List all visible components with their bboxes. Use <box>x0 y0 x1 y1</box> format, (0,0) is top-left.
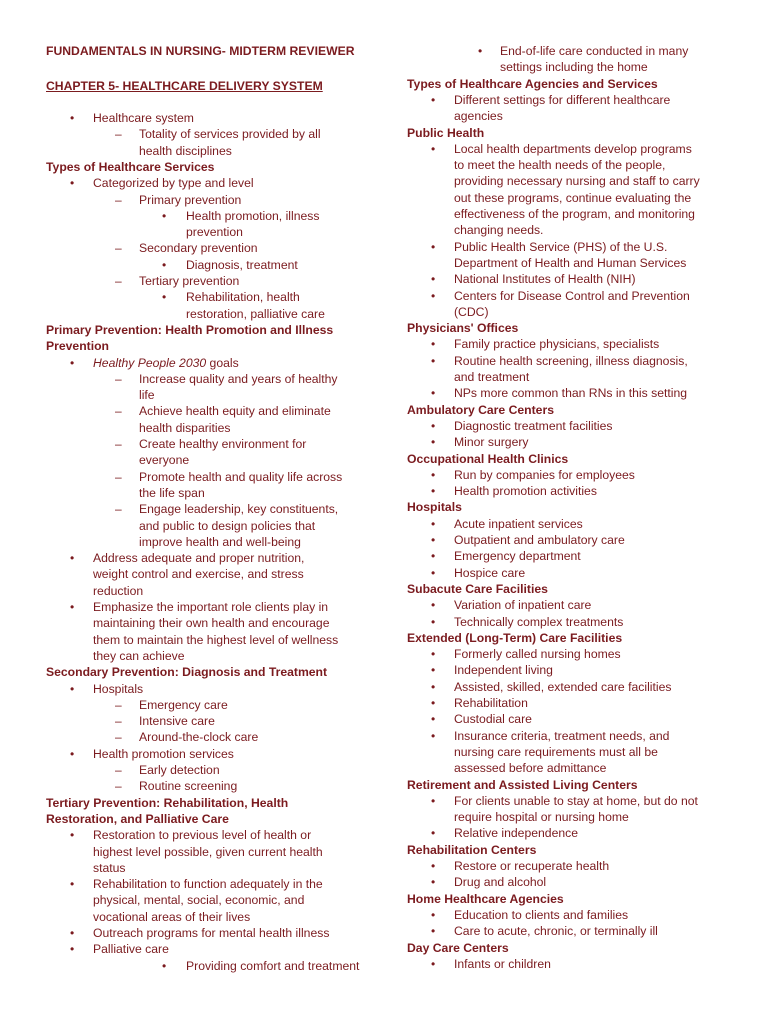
list-item-text <box>454 369 529 385</box>
line-text-suffix: goals <box>206 355 239 370</box>
line-text: End-of-life care conducted in many <box>500 44 689 58</box>
list-item-text <box>454 760 606 776</box>
list-item-text <box>454 874 546 890</box>
section-heading <box>407 842 536 858</box>
line-text: Education to clients and families <box>454 907 629 922</box>
bullet-icon: • <box>162 208 167 223</box>
list-item-text <box>186 257 298 273</box>
bullet-icon: • <box>431 793 436 808</box>
section-heading <box>46 322 333 338</box>
bullet-icon: • <box>478 44 483 58</box>
bullet-icon: • <box>431 956 436 971</box>
line-text: Prevention <box>46 339 109 354</box>
line-text: physical, mental, social, economic, and <box>93 893 305 908</box>
list-item-text <box>139 729 258 745</box>
bullet-icon: • <box>70 926 75 940</box>
line-text: Types of Healthcare Services <box>46 159 215 174</box>
bullet-icon: • <box>162 257 167 272</box>
list-item-text <box>454 255 686 271</box>
list-item-text <box>93 909 250 925</box>
list-item-text <box>139 485 205 501</box>
list-item-text <box>454 467 635 483</box>
line-text: Rehabilitation <box>454 696 528 710</box>
line-text: NPs more common than RNs in this setting <box>454 386 688 401</box>
bullet-icon: • <box>431 272 436 287</box>
line-text: Diagnosis, treatment <box>186 257 298 272</box>
line-text: require hospital or nursing home <box>454 810 629 825</box>
list-item-text <box>454 336 659 352</box>
list-item-text <box>139 240 258 256</box>
section-heading <box>46 338 109 354</box>
section-heading <box>407 777 638 793</box>
list-item-text <box>454 532 625 548</box>
section-heading <box>46 159 214 175</box>
list-item-text <box>454 695 528 711</box>
line-text: Restore or recuperate health <box>454 859 610 873</box>
list-item-text <box>186 289 300 305</box>
list-item-text <box>500 59 648 75</box>
line-text: Different settings for different healthcare <box>454 92 671 107</box>
section-heading <box>46 664 327 680</box>
line-text: Minor surgery <box>454 435 529 450</box>
line-text: Hospitals <box>93 681 144 696</box>
line-text: Home Healthcare Agencies <box>407 891 564 906</box>
dash-icon: – <box>115 779 122 794</box>
line-text: Around-the-clock care <box>139 730 259 745</box>
list-item-text <box>454 222 543 238</box>
line-text: Technically complex treatments <box>454 614 624 629</box>
line-text: providing necessary nursing and staff to carry <box>454 174 700 189</box>
bullet-icon: • <box>431 859 436 873</box>
line-text: prevention <box>186 225 243 240</box>
line-text: Address adequate and proper nutrition, <box>93 551 305 566</box>
line-text: vocational areas of their lives <box>93 909 251 924</box>
bullet-icon: • <box>431 907 436 922</box>
line-text: effectiveness of the program, and monitoring <box>454 207 695 221</box>
bullet-icon: • <box>431 337 436 352</box>
line-text: Custodial care <box>454 712 532 727</box>
line-text: Restoration to previous level of health or <box>93 828 312 843</box>
dash-icon: – <box>115 437 122 451</box>
bullet-icon: • <box>431 533 436 547</box>
line-text: and treatment <box>454 370 530 384</box>
bullet-icon: • <box>70 111 75 125</box>
bullet-icon: • <box>70 355 75 370</box>
list-item-text <box>93 860 126 876</box>
list-item-text <box>454 483 597 499</box>
line-text: Formerly called nursing homes <box>454 647 621 662</box>
bullet-icon: • <box>431 679 436 694</box>
line-text: Physicians' Offices <box>407 321 519 336</box>
line-text: Secondary Prevention: Diagnosis and Treatment <box>46 665 328 680</box>
list-item-text <box>454 907 628 923</box>
section-heading <box>407 891 564 907</box>
list-item-text <box>93 648 184 664</box>
bullet-icon: • <box>70 600 75 614</box>
line-text: and public to design policies that <box>139 518 316 533</box>
list-item-text <box>454 744 658 760</box>
line-text: Routine health screening, illness diagnosis, <box>454 353 688 368</box>
line-text: Hospice care <box>454 565 526 580</box>
line-text: life <box>139 388 155 403</box>
line-text: National Institutes of Health (NIH) <box>454 272 636 287</box>
line-text: Assisted, skilled, extended care facilities <box>454 679 672 694</box>
list-item-text <box>454 662 553 678</box>
line-text: Primary prevention <box>139 192 242 207</box>
list-item-text <box>139 143 232 159</box>
dash-icon: – <box>115 127 122 142</box>
bullet-icon: • <box>70 176 75 191</box>
list-item-text <box>454 597 591 613</box>
list-item-text <box>454 173 700 189</box>
list-item-text <box>454 565 525 581</box>
list-item-text <box>454 304 489 320</box>
line-text: Family practice physicians, specialists <box>454 337 660 352</box>
bullet-icon: • <box>431 696 436 710</box>
line-text: Providing comfort and treatment <box>186 958 360 973</box>
line-text: Healthy People 2030 <box>93 355 207 370</box>
list-item-text <box>139 697 228 713</box>
list-item-text <box>139 778 237 794</box>
bullet-icon: • <box>431 353 436 368</box>
list-item-text <box>139 452 189 468</box>
bullet-icon: • <box>70 942 75 957</box>
line-text: Health promotion activities <box>454 484 597 499</box>
line-text: maintaining their own health and encourage <box>93 616 330 631</box>
list-item-text <box>93 550 304 566</box>
section-heading <box>407 499 462 515</box>
line-text: Emphasize the important role clients play in <box>93 600 329 614</box>
line-text: Care to acute, chronic, or terminally ill <box>454 924 658 939</box>
line-text: Emergency department <box>454 549 581 564</box>
line-text: changing needs. <box>454 223 544 238</box>
list-item-text <box>139 762 220 778</box>
list-item-text <box>454 679 671 695</box>
line-text: Palliative care <box>93 942 169 957</box>
line-text: Totality of services provided by all <box>139 127 321 142</box>
line-text: Run by companies for employees <box>454 467 635 482</box>
section-heading <box>407 630 622 646</box>
line-text: Rehabilitation to function adequately in the <box>93 877 323 892</box>
line-text: Extended (Long-Term) Care Facilities <box>407 630 623 645</box>
line-text: improve health and well-being <box>139 534 301 549</box>
list-item-text <box>93 892 304 908</box>
bullet-icon: • <box>431 484 436 499</box>
list-item-text <box>454 516 583 532</box>
list-item-text <box>93 355 239 371</box>
list-item-text <box>454 858 609 874</box>
line-text: Infants or children <box>454 956 551 971</box>
section-heading <box>407 76 658 92</box>
line-text: Public Health <box>407 125 485 140</box>
list-item-text <box>186 224 243 240</box>
list-item-text <box>139 126 321 142</box>
list-item-text <box>93 175 254 191</box>
list-item-text <box>139 518 315 534</box>
line-text: For clients unable to stay at home, but do not <box>454 793 698 808</box>
list-item-text <box>139 273 239 289</box>
list-item-text <box>454 353 688 369</box>
line-text: Emergency care <box>139 697 228 712</box>
dash-icon: – <box>115 763 122 777</box>
line-text: agencies <box>454 109 503 124</box>
bullet-icon: • <box>431 549 436 564</box>
list-item-text <box>93 844 323 860</box>
list-item-text <box>454 108 503 124</box>
line-text: Retirement and Assisted Living Centers <box>407 777 638 792</box>
list-item-text <box>454 923 658 939</box>
list-item-text <box>454 92 670 108</box>
list-item-text <box>454 434 529 450</box>
bullet-icon: • <box>70 828 75 843</box>
list-item-text <box>454 288 690 304</box>
list-item-text <box>139 371 338 387</box>
section-heading <box>407 320 518 336</box>
line-text: Engage leadership, key constituents, <box>139 502 339 517</box>
line-text: Intensive care <box>139 714 215 729</box>
bullet-icon: • <box>431 516 436 531</box>
line-text: restoration, palliative care <box>186 306 325 321</box>
bullet-icon: • <box>431 663 436 678</box>
section-heading <box>407 451 568 467</box>
line-text: health disciplines <box>139 143 232 158</box>
bullet-icon: • <box>431 418 436 433</box>
line-text: Insurance criteria, treatment needs, and <box>454 728 670 743</box>
list-item-text <box>93 110 194 126</box>
section-heading <box>407 581 548 597</box>
list-item-text <box>139 713 215 729</box>
line-text: Outreach programs for mental health illness <box>93 926 330 940</box>
list-item-text <box>454 548 581 564</box>
list-item-text <box>93 925 329 941</box>
list-item-text <box>139 469 342 485</box>
list-item-text <box>454 157 665 173</box>
bullet-icon: • <box>70 877 75 892</box>
line-text: Healthcare system <box>93 111 194 125</box>
bullet-icon: • <box>70 681 75 696</box>
bullet-icon: • <box>431 614 436 629</box>
bullet-icon: • <box>431 239 436 254</box>
list-item-text <box>454 728 669 744</box>
list-item-text <box>454 809 629 825</box>
list-item-text <box>139 387 155 403</box>
line-text: Occupational Health Clinics <box>407 451 569 466</box>
list-item-text <box>139 192 241 208</box>
list-item-text <box>454 825 578 841</box>
list-item-text <box>454 206 695 222</box>
line-text: Routine screening <box>139 779 238 794</box>
list-item-text <box>139 420 230 436</box>
dash-icon: – <box>115 502 122 517</box>
bullet-icon: • <box>431 924 436 939</box>
bullet-icon: • <box>431 565 436 580</box>
line-text: settings including the home <box>500 60 648 75</box>
line-text: Rehabilitation, health <box>186 290 300 305</box>
line-text: Restoration, and Palliative Care <box>46 811 229 826</box>
list-item-text <box>454 418 613 434</box>
bullet-icon: • <box>431 826 436 841</box>
list-item-text <box>93 681 143 697</box>
section-heading <box>407 125 484 141</box>
list-item-text <box>454 711 532 727</box>
list-item-text <box>93 746 234 762</box>
dash-icon: – <box>115 730 122 745</box>
line-text: them to maintain the highest level of wellness <box>93 632 339 647</box>
section-heading <box>46 811 229 827</box>
line-text: Variation of inpatient care <box>454 598 592 613</box>
list-item-text <box>139 403 331 419</box>
line-text: Department of Health and Human Services <box>454 255 687 270</box>
line-text: Promote health and quality life across <box>139 469 343 484</box>
dash-icon: – <box>115 371 122 386</box>
line-text: the life span <box>139 485 205 500</box>
list-item-text <box>139 436 306 452</box>
dash-icon: – <box>115 697 122 712</box>
line-text: highest level possible, given current health <box>93 844 323 859</box>
dash-icon: – <box>115 714 122 729</box>
line-text: Rehabilitation Centers <box>407 842 537 857</box>
bullet-icon: • <box>431 386 436 401</box>
list-item-text <box>186 208 319 224</box>
list-item-text <box>93 876 323 892</box>
list-item-text <box>93 632 338 648</box>
section-heading <box>46 795 288 811</box>
line-text: Increase quality and years of healthy <box>139 371 338 386</box>
line-text: Local health departments develop programs <box>454 141 692 156</box>
list-item-text <box>454 646 621 662</box>
list-item-text <box>139 501 338 517</box>
line-text: Types of Healthcare Agencies and Services <box>407 76 658 91</box>
list-item-text <box>454 385 687 401</box>
dash-icon: – <box>115 241 122 256</box>
line-text: status <box>93 860 126 875</box>
bullet-icon: • <box>431 288 436 303</box>
list-item-text <box>454 271 636 287</box>
bullet-icon: • <box>431 598 436 613</box>
bullet-icon: • <box>162 290 167 305</box>
line-text: Diagnostic treatment facilities <box>454 418 613 433</box>
list-item-text <box>500 43 688 59</box>
list-item-text <box>454 190 691 206</box>
line-text: Day Care Centers <box>407 940 509 955</box>
line-text: Health promotion services <box>93 746 234 761</box>
bullet-icon: • <box>431 712 436 727</box>
line-text: Acute inpatient services <box>454 516 583 531</box>
section-heading <box>407 940 509 956</box>
list-item-text <box>93 566 304 582</box>
chapter-title: CHAPTER 5- HEALTHCARE DELIVERY SYSTEM <box>46 79 323 93</box>
line-text: out these programs, continue evaluating the <box>454 190 692 205</box>
line-text: Health promotion, illness <box>186 208 320 223</box>
doc-title: FUNDAMENTALS IN NURSING- MIDTERM REVIEWER <box>46 44 355 58</box>
line-text: Tertiary prevention <box>139 274 240 288</box>
line-text: Categorized by type and level <box>93 176 254 191</box>
dash-icon: – <box>115 192 122 207</box>
line-text: Ambulatory Care Centers <box>407 402 554 417</box>
line-text: to meet the health needs of the people, <box>454 158 666 173</box>
list-item-text <box>93 583 143 599</box>
line-text: Hospitals <box>407 500 462 515</box>
dash-icon: – <box>115 404 122 419</box>
bullet-icon: • <box>431 467 436 482</box>
line-text: Independent living <box>454 663 553 678</box>
bullet-icon: • <box>70 746 75 761</box>
list-item-text <box>139 534 301 550</box>
line-text: Achieve health equity and eliminate <box>139 404 331 419</box>
list-item-text <box>454 141 692 157</box>
line-text: Outpatient and ambulatory care <box>454 533 625 547</box>
list-item-text <box>93 827 311 843</box>
bullet-icon: • <box>162 958 167 973</box>
list-item-text <box>93 941 169 957</box>
line-text: assessed before admittance <box>454 761 607 776</box>
line-text: Tertiary Prevention: Rehabilitation, Health <box>46 795 289 810</box>
list-item-text <box>93 599 328 615</box>
list-item-text <box>186 958 359 974</box>
line-text: Primary Prevention: Health Promotion and Illness <box>46 322 334 337</box>
line-text: reduction <box>93 583 144 598</box>
list-item-text <box>454 239 667 255</box>
dash-icon: – <box>115 469 122 484</box>
bullet-icon: • <box>431 92 436 107</box>
line-text: everyone <box>139 453 190 468</box>
line-text: Public Health Service (PHS) of the U.S. <box>454 239 668 254</box>
line-text: Create healthy environment for <box>139 437 307 451</box>
line-text: Centers for Disease Control and Prevention <box>454 288 690 303</box>
line-text: Early detection <box>139 763 220 777</box>
line-text: nursing care requirements must all be <box>454 744 658 759</box>
bullet-icon: • <box>431 875 436 890</box>
line-text: Drug and alcohol <box>454 875 547 890</box>
line-text: health disparities <box>139 420 231 435</box>
bullet-icon: • <box>431 141 436 156</box>
line-text: Relative independence <box>454 826 578 841</box>
list-item-text <box>454 956 551 972</box>
line-text: Secondary prevention <box>139 241 258 256</box>
bullet-icon: • <box>70 551 75 566</box>
list-item-text <box>454 614 623 630</box>
dash-icon: – <box>115 274 122 288</box>
list-item-text <box>93 615 329 631</box>
list-item-text <box>186 306 325 322</box>
line-text: they can achieve <box>93 648 185 663</box>
section-heading <box>407 402 554 418</box>
bullet-icon: • <box>431 728 436 743</box>
list-item-text <box>454 793 698 809</box>
line-text: Subacute Care Facilities <box>407 581 548 596</box>
line-text: weight control and exercise, and stress <box>93 567 304 582</box>
bullet-icon: • <box>431 435 436 450</box>
line-text: (CDC) <box>454 304 489 319</box>
bullet-icon: • <box>431 647 436 662</box>
